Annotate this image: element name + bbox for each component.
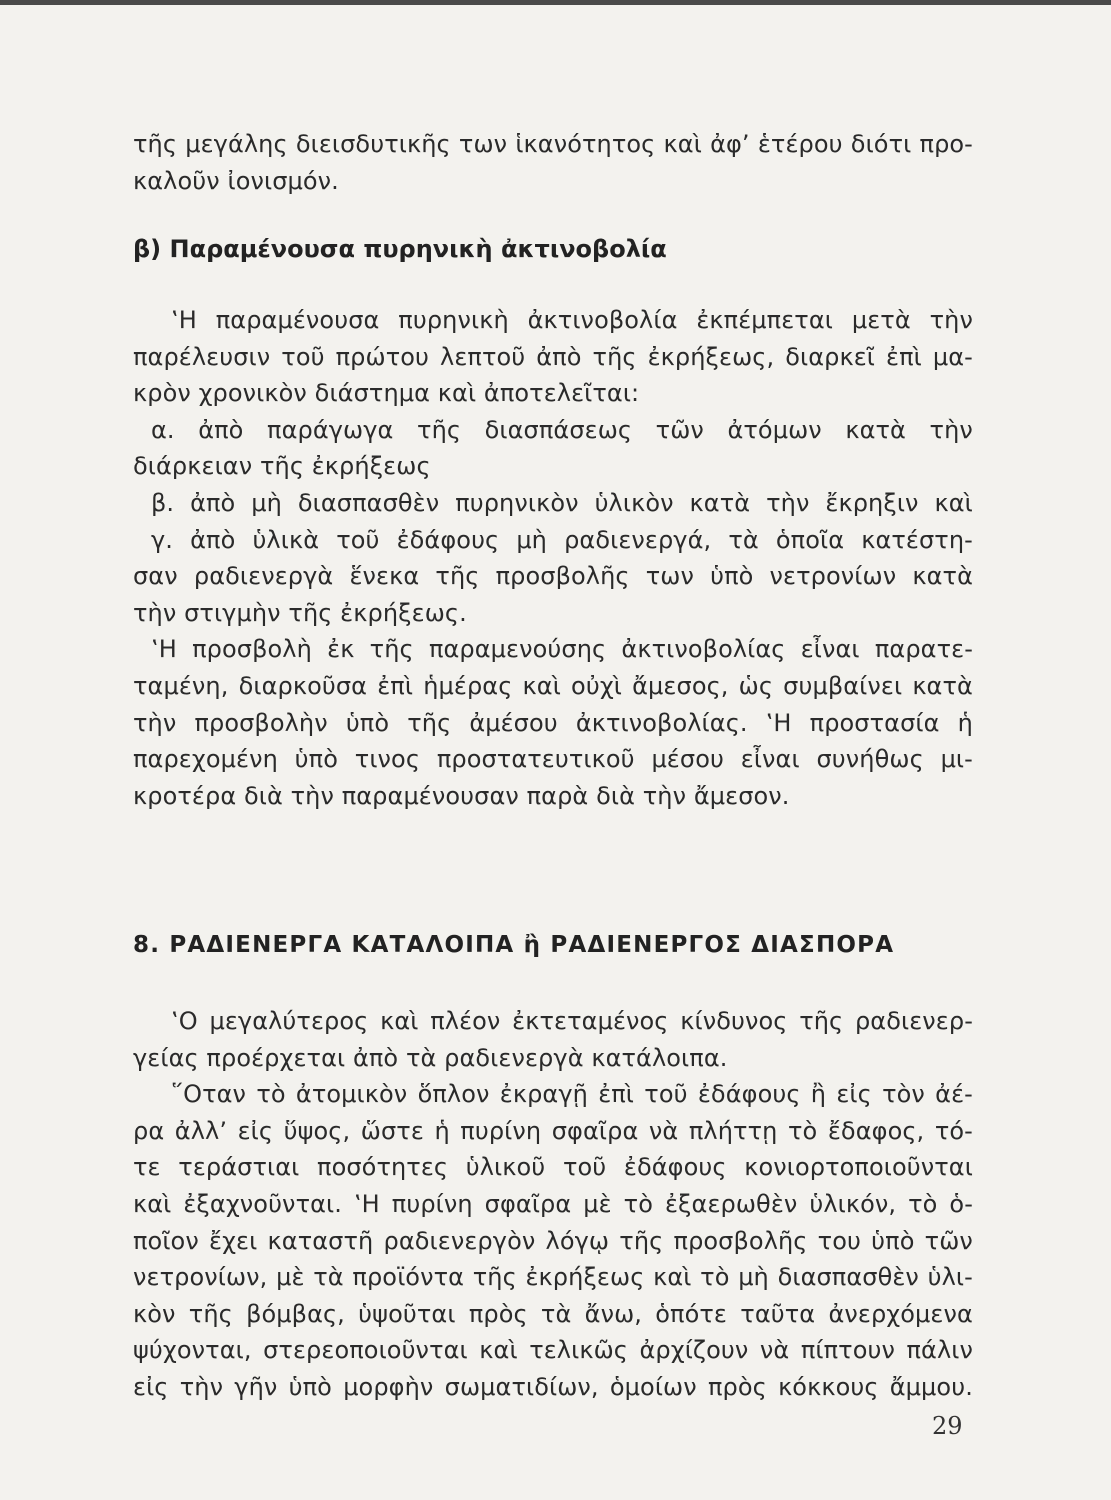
text-line: παρεχομένη ὑπὸ τινος προστατευτικοῦ μέσου εἶναι συνήθως μι- bbox=[133, 745, 973, 774]
section-heading-b: β) Παραμένουσα πυρηνικὴ ἀκτινοβολία bbox=[133, 235, 667, 263]
text-line: σαν ραδιενεργὰ ἕνεκα τῆς προσβολῆς των ὑπὸ νετρονίων κατὰ bbox=[133, 562, 973, 591]
text-line: διάρκειαν τῆς ἐκρήξεως bbox=[133, 452, 431, 481]
scan-top-edge bbox=[0, 0, 1111, 5]
text-line: ‛Ο μεγαλύτερος καὶ πλέον ἐκτεταμένος κίνδυνος τῆς ραδιενερ- bbox=[171, 1007, 973, 1035]
list-item-alpha: α. ἀπὸ παράγωγα τῆς διασπάσεως τῶν ἀτόμων κατὰ τὴν bbox=[151, 415, 973, 444]
text-line: κρὸν χρονικὸν διάστημα καὶ ἀποτελεῖται: bbox=[133, 379, 640, 408]
text-line: γείας προέρχεται ἀπὸ τὰ ραδιενεργὰ κατάλοιπα. bbox=[133, 1043, 728, 1072]
list-item-gamma: γ. ἀπὸ ὑλικὰ τοῦ ἐδάφους μὴ ραδιενεργά, τὰ ὁποῖα κατέστη- bbox=[151, 525, 973, 554]
text-line: νετρονίων, μὲ τὰ προϊόντα τῆς ἐκρήξεως καὶ τὸ μὴ διασπασθὲν ὑλι- bbox=[133, 1263, 973, 1292]
section-8-body bbox=[133, 1003, 973, 1406]
text-line: κὸν τῆς βόμβας, ὑψοῦται πρὸς τὰ ἄνω, ὁπότε ταῦτα ἀνερχόμενα bbox=[133, 1299, 973, 1328]
text-line: παρέλευσιν τοῦ πρώτου λεπτοῦ ἀπὸ τῆς ἐκρήξεως, διαρκεῖ ἐπὶ μα- bbox=[133, 342, 973, 371]
text-line: καὶ ἐξαχνοῦνται. ‛Η πυρίνη σφαῖρα μὲ τὸ ἐξαερωθὲν ὑλικόν, τὸ ὁ- bbox=[133, 1189, 973, 1218]
text-line: ρα ἀλλ’ εἰς ὕψος, ὥστε ἡ πυρίνη σφαῖρα νὰ πλήττῃ τὸ ἔδαφος, τό- bbox=[133, 1116, 973, 1145]
text-line: ῞Οταν τὸ ἀτομικὸν ὅπλον ἐκραγῇ ἐπὶ τοῦ ἐδάφους ἢ εἰς τὸν ἀέ- bbox=[171, 1080, 973, 1109]
page-number: 29 bbox=[932, 1412, 963, 1440]
intro-paragraph bbox=[133, 126, 973, 199]
text-line: ψύχονται, στερεοποιοῦνται καὶ τελικῶς ἀρχίζουν νὰ πίπτουν πάλιν bbox=[133, 1336, 973, 1365]
text-line: ‛Η παραμένουσα πυρηνικὴ ἀκτινοβολία ἐκπέμπεται μετὰ τὴν bbox=[171, 306, 973, 334]
text-line: τε τεράστιαι ποσότητες ὑλικοῦ τοῦ ἐδάφους κονιορτοποιοῦνται bbox=[133, 1153, 973, 1182]
text-line: κροτέρα διὰ τὴν παραμένουσαν παρὰ διὰ τὴν ἄμεσον. bbox=[133, 781, 790, 810]
list-item-beta: β. ἀπὸ μὴ διασπασθὲν πυρηνικὸν ὑλικὸν κατὰ τὴν ἔκρηξιν καὶ bbox=[151, 488, 973, 517]
text-line: τῆς μεγάλης διεισδυτικῆς των ἱκανότητος καὶ ἀφ’ ἑτέρου διότι προ- bbox=[133, 130, 973, 158]
section-heading-8: 8. ΡΑΔΙΕΝΕΡΓΑ ΚΑΤΑΛΟΙΠΑ ἢ ΡΑΔΙΕΝΕΡΓΟΣ ΔΙΑΣΠΟΡΑ bbox=[133, 932, 895, 958]
text-line: καλοῦν ἰονισμόν. bbox=[133, 166, 339, 195]
text-line: τὴν στιγμὴν τῆς ἐκρήξεως. bbox=[133, 598, 467, 627]
text-line: εἰς τὴν γῆν ὑπὸ μορφὴν σωματιδίων, ὁμοίων πρὸς κόκκους ἄμμου. bbox=[133, 1372, 973, 1401]
text-line: τὴν προσβολὴν ὑπὸ τῆς ἀμέσου ἀκτινοβολίας. ‛Η προστασία ἡ bbox=[133, 708, 973, 737]
text-line: ποῖον ἔχει καταστῆ ραδιενεργὸν λόγῳ τῆς προσβολῆς του ὑπὸ τῶν bbox=[133, 1226, 973, 1255]
section-b-body bbox=[133, 302, 973, 814]
text-line: ταμένη, διαρκοῦσα ἐπὶ ἡμέρας καὶ οὐχὶ ἄμεσος, ὡς συμβαίνει κατὰ bbox=[133, 671, 973, 700]
text-line: ‛Η προσβολὴ ἐκ τῆς παραμενούσης ἀκτινοβολίας εἶναι παρατε- bbox=[151, 635, 973, 664]
